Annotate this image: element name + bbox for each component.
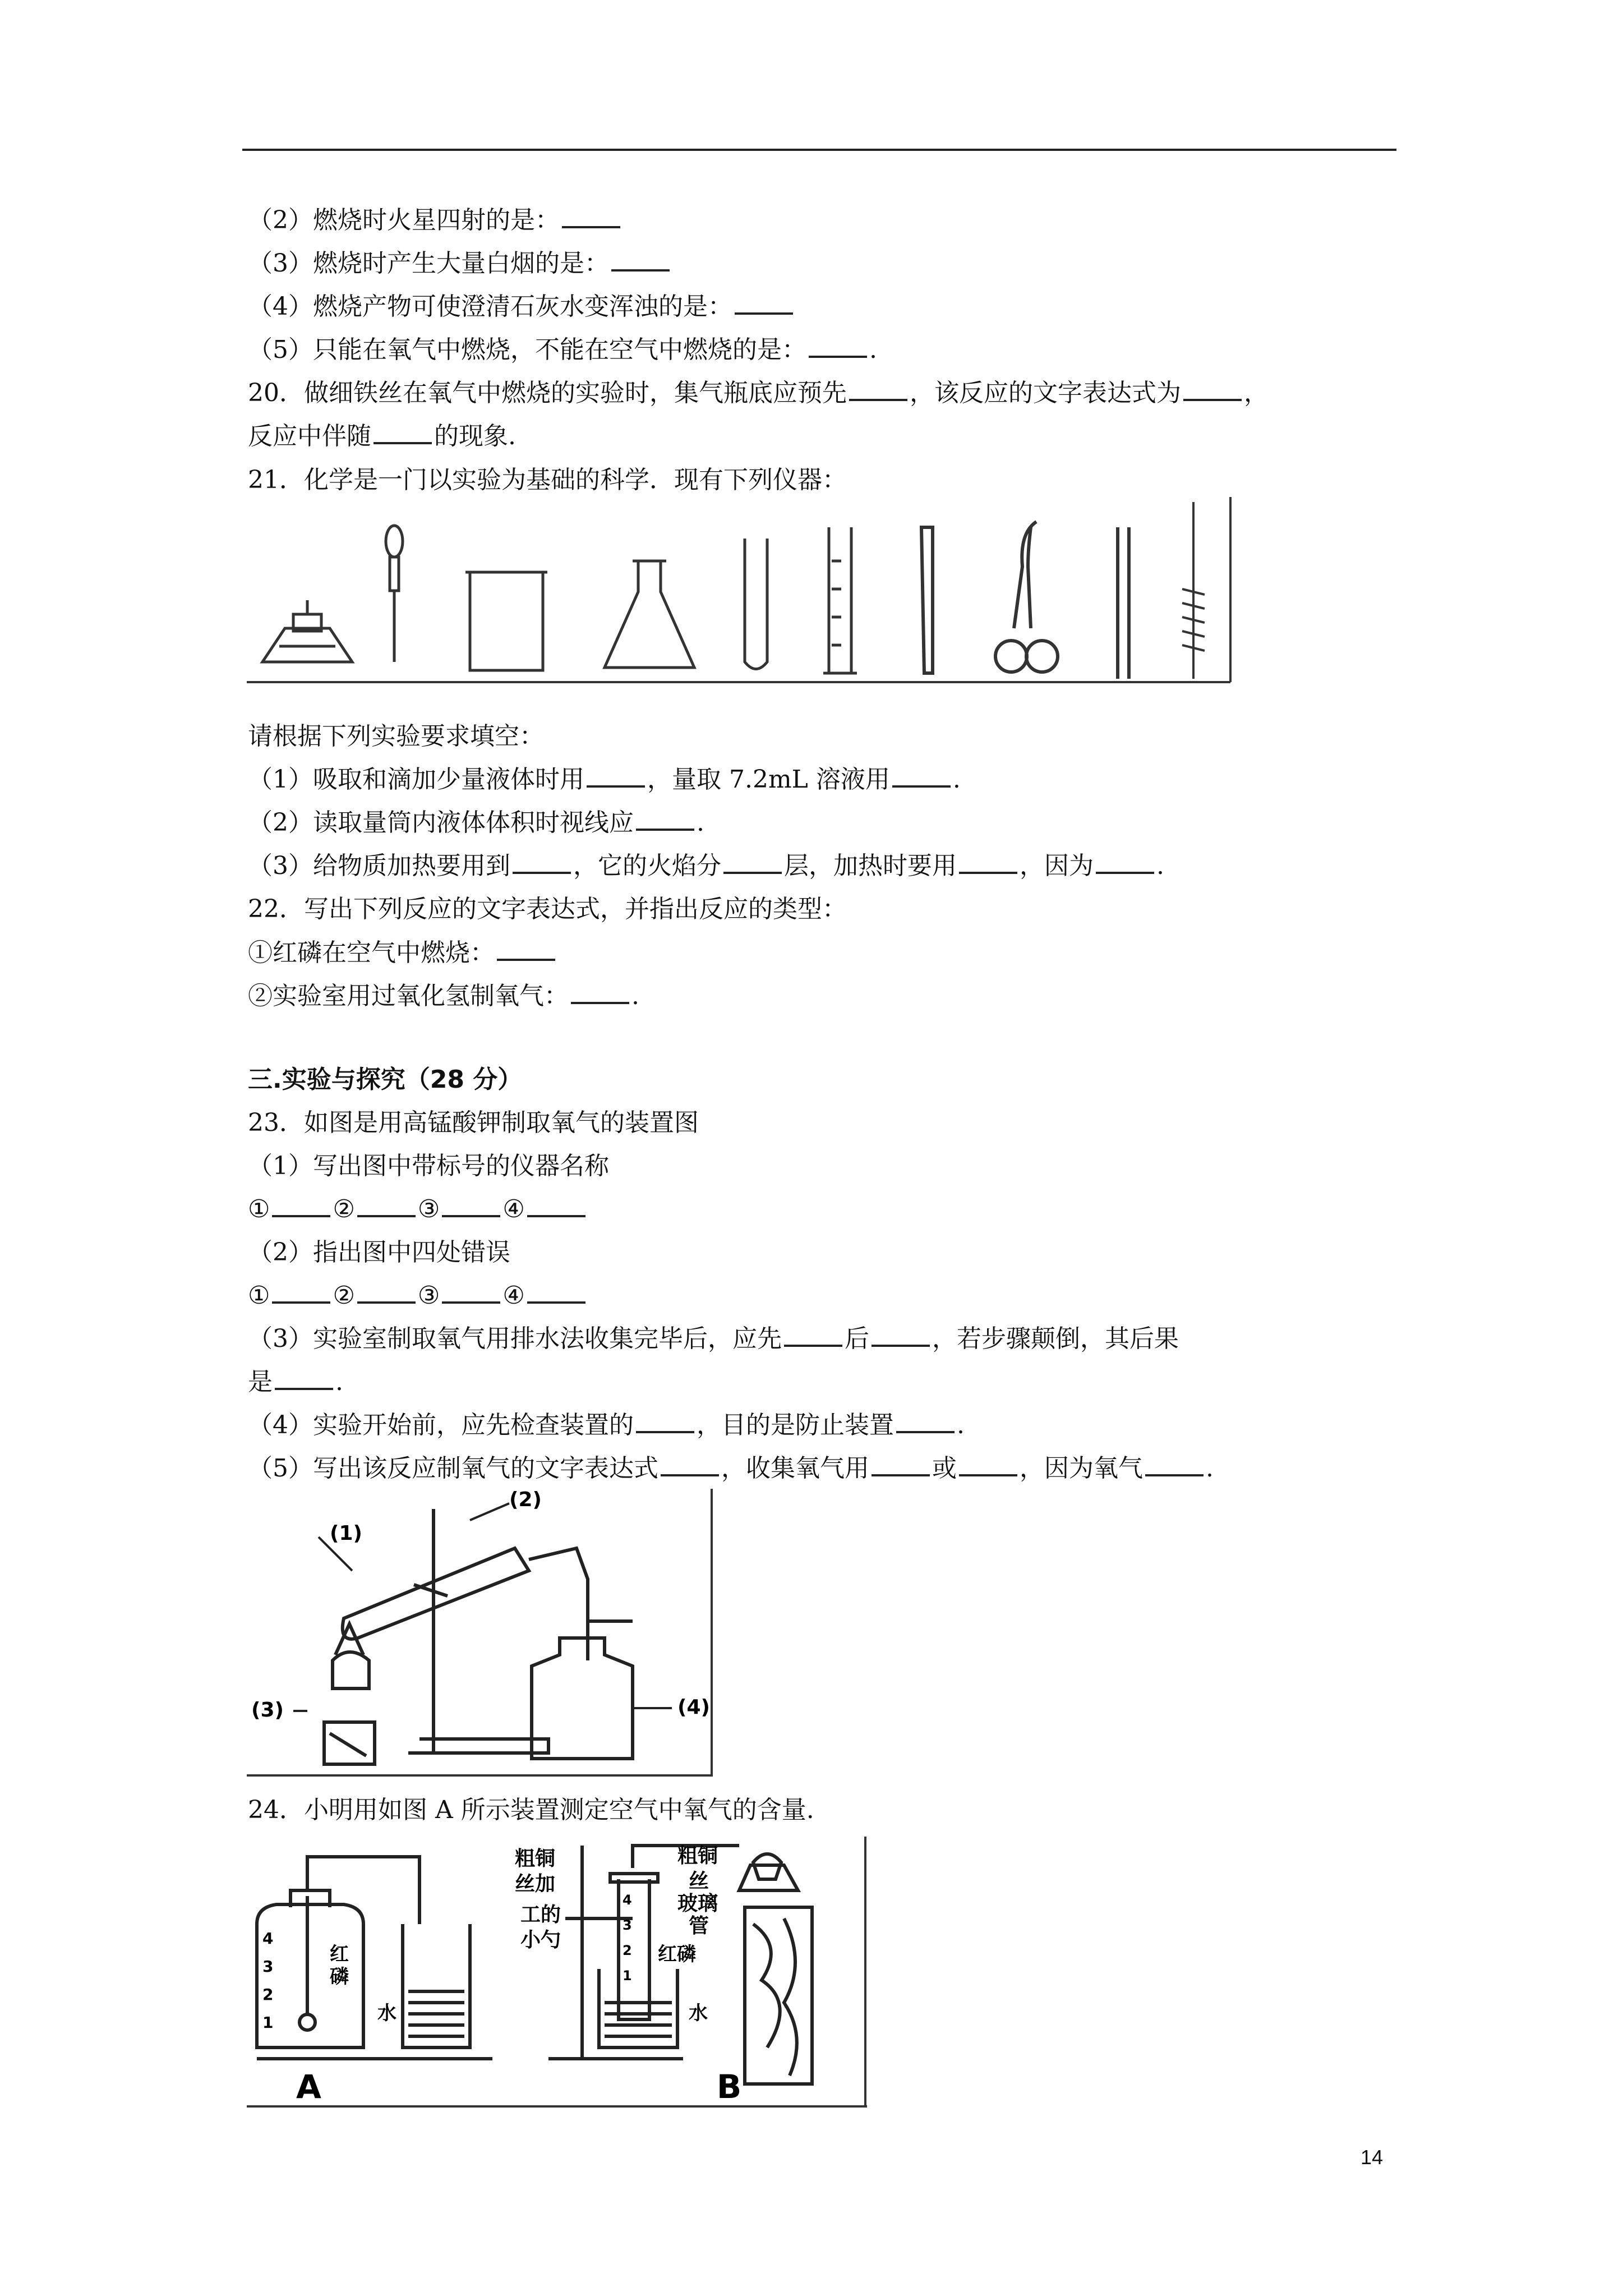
answer-blank[interactable] (497, 936, 555, 961)
text-segment: （2）指出图中四处错误 (248, 1238, 510, 1267)
text-line-q23-3b (248, 1365, 343, 1399)
svg-text:2: 2 (623, 1943, 632, 1958)
text-segment: （1）写出图中带标号的仪器名称 (248, 1152, 609, 1180)
label-1: (1) (330, 1522, 362, 1545)
svg-text:3: 3 (262, 1957, 274, 1976)
text-segment: （1）吸取和滴加少量液体时用 (248, 765, 584, 794)
header-rule (242, 149, 1396, 151)
text-segment: ②实验室用过氧化氢制氧气： (248, 982, 569, 1010)
text-line-q22-1 (248, 936, 557, 970)
text-segment: . (957, 1411, 965, 1439)
text-line-q23-1a (248, 1193, 588, 1226)
text-line-q19-2 (248, 204, 623, 237)
text-line-q19-5 (248, 333, 877, 367)
answer-blank[interactable] (275, 1365, 333, 1390)
text-line-q23-4 (248, 1409, 965, 1442)
answer-blank[interactable] (1145, 1452, 1204, 1476)
text-line-q22 (248, 892, 847, 926)
svg-text:4: 4 (262, 1929, 274, 1948)
answer-blank[interactable] (357, 1193, 416, 1217)
text-line-q21-2 (248, 806, 704, 840)
label-2: (2) (509, 1488, 542, 1511)
answer-blank[interactable] (735, 290, 793, 315)
text-segment: 的现象. (434, 422, 516, 450)
svg-text:磷: 磷 (330, 1966, 349, 1988)
text-segment: . (869, 335, 877, 364)
svg-text:3: 3 (623, 1917, 632, 1933)
label-3: (3) (251, 1699, 284, 1722)
text-segment: ③ (417, 1281, 440, 1310)
answer-blank[interactable] (272, 1193, 330, 1217)
svg-text:丝: 丝 (689, 1870, 709, 1893)
svg-text:管: 管 (689, 1915, 709, 1938)
text-segment: 20．做细铁丝在氧气中燃烧的实验时，集气瓶底应预先 (248, 379, 847, 407)
text-segment: 21．化学是一门以实验为基础的科学．现有下列仪器： (248, 466, 847, 494)
text-segment: . (335, 1368, 343, 1396)
text-segment: （4）燃烧产物可使澄清石灰水变浑浊的是： (248, 292, 732, 321)
text-segment: （3）给物质加热要用到 (248, 852, 510, 880)
answer-blank[interactable] (809, 333, 867, 358)
text-line-sec3 (248, 1063, 522, 1097)
oxygen-content-figure (246, 1834, 868, 2109)
text-segment: ， (1244, 379, 1269, 407)
answer-blank[interactable] (357, 1279, 416, 1304)
text-segment: （5）写出该反应制氧气的文字表达式 (248, 1454, 658, 1483)
text-segment: . (952, 765, 961, 794)
svg-text:红磷: 红磷 (658, 1943, 696, 1966)
text-segment: （3）燃烧时产生大量白烟的是： (248, 249, 609, 278)
text-segment: ，收集氧气用 (721, 1454, 869, 1483)
text-segment: ② (333, 1195, 355, 1223)
answer-blank[interactable] (571, 979, 629, 1004)
svg-text:红: 红 (330, 1943, 349, 1966)
text-segment: . (1206, 1454, 1214, 1483)
answer-blank[interactable] (784, 1322, 842, 1347)
text-segment: （5）只能在氧气中燃烧，不能在空气中燃烧的是： (248, 335, 806, 364)
answer-blank[interactable] (442, 1193, 500, 1217)
text-segment: （2）燃烧时火星四射的是： (248, 206, 560, 234)
text-segment: ，目的是防止装置 (697, 1411, 894, 1439)
label-4: (4) (677, 1696, 710, 1719)
answer-blank[interactable] (527, 1193, 585, 1217)
answer-blank[interactable] (587, 763, 645, 788)
text-segment: 后 (845, 1324, 869, 1353)
text-line-q21-1 (248, 763, 961, 797)
text-line-q23-2a (248, 1279, 588, 1313)
kmno4-apparatus-figure (246, 1487, 714, 1778)
text-segment: ，该反应的文字表达式为 (910, 379, 1181, 407)
text-segment: ③ (417, 1195, 440, 1223)
svg-text:粗铜: 粗铜 (515, 1847, 556, 1870)
text-segment: ，若步骤颠倒，其后果 (932, 1324, 1179, 1353)
text-segment: ，因为 (1020, 852, 1094, 880)
text-segment: 三.实验与探究（28 分） (248, 1065, 523, 1094)
answer-blank[interactable] (1096, 849, 1154, 874)
text-segment: 是 (248, 1368, 273, 1396)
answer-blank[interactable] (661, 1452, 719, 1476)
text-segment: （3）实验室制取氧气用排水法收集完毕后，应先 (248, 1324, 782, 1353)
text-line-q23-3a (248, 1322, 1179, 1356)
answer-blank[interactable] (959, 849, 1017, 874)
text-segment: 层，加热时要用 (784, 852, 957, 880)
text-line-q20a (248, 376, 1269, 410)
text-segment: 请根据下列实验要求填空： (248, 722, 544, 751)
svg-text:粗铜: 粗铜 (677, 1844, 718, 1867)
answer-blank[interactable] (959, 1452, 1017, 1476)
answer-blank[interactable] (636, 1409, 694, 1433)
text-segment: ，量取 7.2mL 溶液用 (647, 765, 890, 794)
text-line-q22-2 (248, 979, 639, 1013)
text-segment: （4）实验开始前，应先检查装置的 (248, 1411, 634, 1439)
svg-text:工的: 工的 (520, 1903, 561, 1926)
answer-blank[interactable] (513, 849, 571, 874)
text-line-q23 (248, 1106, 699, 1140)
text-segment: . (697, 808, 704, 837)
text-line-q20b (248, 420, 516, 453)
text-segment: ① (248, 1195, 270, 1223)
answer-blank[interactable] (1183, 376, 1242, 401)
svg-text:4: 4 (623, 1892, 632, 1908)
text-segment: 22．写出下列反应的文字表达式，并指出反应的类型： (248, 895, 847, 923)
answer-blank[interactable] (442, 1279, 500, 1304)
answer-blank[interactable] (272, 1279, 330, 1304)
text-segment: ① (248, 1281, 270, 1310)
text-segment: 反应中伴随 (248, 422, 371, 450)
instrument-strip-figure (246, 494, 1233, 684)
text-line-q21 (248, 463, 847, 497)
answer-blank[interactable] (562, 204, 620, 228)
text-segment: ② (333, 1281, 355, 1310)
answer-blank[interactable] (723, 849, 782, 874)
svg-text:水: 水 (377, 2002, 396, 2024)
answer-blank[interactable] (849, 376, 907, 401)
text-segment: ①红磷在空气中燃烧： (248, 938, 495, 967)
text-segment: . (631, 982, 639, 1010)
text-segment: 23．如图是用高锰酸钾制取氧气的装置图 (248, 1108, 699, 1137)
answer-blank[interactable] (636, 806, 694, 831)
figure-b-letter: B (717, 2068, 742, 2106)
svg-text:2: 2 (262, 1985, 274, 2004)
text-segment: ，因为氧气 (1020, 1454, 1143, 1483)
figure-a-letter: A (296, 2068, 321, 2106)
svg-text:小勺: 小勺 (520, 1929, 561, 1952)
text-segment: （2）读取量筒内液体体积时视线应 (248, 808, 634, 837)
svg-text:1: 1 (262, 2013, 274, 2032)
svg-text:1: 1 (623, 1968, 632, 1984)
text-line-q21-3 (248, 849, 1164, 883)
text-segment: . (1156, 852, 1164, 880)
text-segment: 或 (932, 1454, 957, 1483)
text-line-q24 (248, 1793, 814, 1827)
text-segment: ，它的火焰分 (573, 852, 721, 880)
text-line-q23-5 (248, 1452, 1214, 1485)
answer-blank[interactable] (896, 1409, 955, 1433)
svg-text:水: 水 (689, 2002, 708, 2024)
text-segment: ④ (502, 1195, 525, 1223)
answer-blank[interactable] (374, 420, 432, 444)
answer-blank[interactable] (611, 247, 670, 272)
svg-text:玻璃: 玻璃 (677, 1892, 718, 1915)
answer-blank[interactable] (892, 763, 951, 788)
answer-blank[interactable] (872, 1322, 930, 1347)
text-line-q21-intro (248, 720, 544, 753)
text-segment: ④ (502, 1281, 525, 1310)
text-segment: 24．小明用如图 A 所示装置测定空气中氧气的含量. (248, 1796, 814, 1824)
svg-text:丝加: 丝加 (515, 1872, 556, 1895)
text-line-q23-1 (248, 1149, 609, 1183)
page-number: 14 (1361, 2146, 1384, 2169)
answer-blank[interactable] (872, 1452, 930, 1476)
text-line-q19-4 (248, 290, 795, 324)
text-line-q19-3 (248, 247, 672, 280)
answer-blank[interactable] (527, 1279, 585, 1304)
text-line-q23-2 (248, 1236, 510, 1269)
